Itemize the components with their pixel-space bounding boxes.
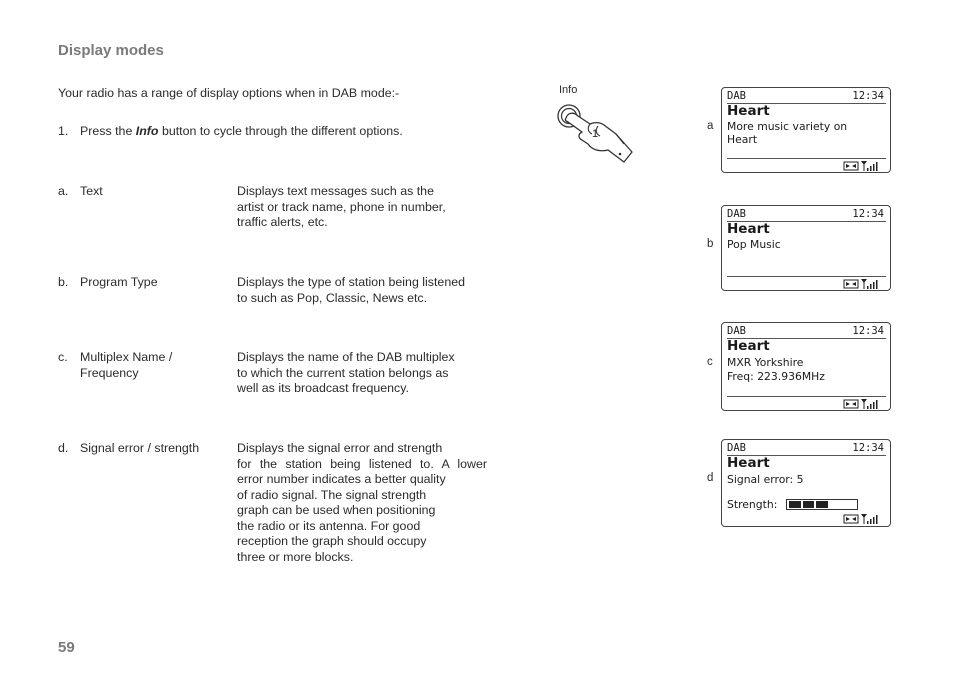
step-text-after: button to cycle through the different options. xyxy=(158,124,403,138)
lcd-text-line: Heart xyxy=(727,133,758,146)
strength-block xyxy=(816,501,828,508)
stereo-icon xyxy=(844,400,858,408)
lcd-top-bar xyxy=(727,207,886,222)
lcd-clock: 12:34 xyxy=(852,442,884,454)
lcd-mode: DAB xyxy=(727,208,746,220)
desc-line: to which the current station belongs as xyxy=(237,365,449,380)
lcd-divider xyxy=(727,396,886,397)
desc-line: graph can be used when positioning xyxy=(237,503,436,517)
info-label: Info xyxy=(559,84,578,96)
lcd-status-icons xyxy=(842,398,886,410)
step-number: 1. xyxy=(58,124,69,138)
lcd-screen-d xyxy=(721,439,891,527)
stereo-icon xyxy=(844,515,858,523)
step-1 xyxy=(58,124,403,140)
step-text-before: Press the xyxy=(80,124,136,138)
item-d-name xyxy=(80,441,230,457)
desc-line: Displays the type of station being listened xyxy=(237,275,465,289)
lcd-top-bar xyxy=(727,441,886,456)
item-b-name xyxy=(80,275,230,291)
desc-line: well as its broadcast frequency. xyxy=(237,381,409,395)
signal-strength-bar xyxy=(786,499,858,510)
item-name-line: Frequency xyxy=(80,365,139,380)
lcd-text-line: More music variety on xyxy=(727,120,848,133)
desc-line: artist or track name, phone in number, xyxy=(237,199,446,214)
signal-antenna-icon xyxy=(861,514,878,524)
step-button-name: Info xyxy=(135,124,159,138)
lcd-top-bar xyxy=(727,89,886,104)
item-b-letter: b. xyxy=(58,275,69,289)
item-d-letter: d. xyxy=(58,441,69,455)
stereo-icon xyxy=(844,162,858,170)
desc-line: traffic alerts, etc. xyxy=(237,215,328,229)
lcd-status-icons xyxy=(842,278,886,290)
lcd-text-line: Freq: 223.936MHz xyxy=(727,370,825,383)
lcd-station-name: Heart xyxy=(727,338,770,354)
desc-line: three or more blocks. xyxy=(237,549,354,564)
lcd-mode: DAB xyxy=(727,442,746,454)
pointing-hand-icon xyxy=(554,98,638,164)
desc-line: to such as Pop, Classic, News etc. xyxy=(237,290,428,305)
desc-line: Displays text messages such as the xyxy=(237,184,434,198)
lcd-text-line: Signal error: 5 xyxy=(727,473,804,486)
desc-line: the radio or its antenna. For good xyxy=(237,518,421,533)
lcd-clock: 12:34 xyxy=(852,208,884,220)
lcd-station-name: Heart xyxy=(727,455,770,471)
item-d-description xyxy=(237,441,487,565)
screen-c-letter: c xyxy=(707,356,713,368)
lcd-status-icons xyxy=(842,513,886,525)
strength-block xyxy=(803,501,815,508)
item-a-name xyxy=(80,184,230,200)
desc-line: of radio signal. The signal strength xyxy=(237,487,427,502)
item-a-letter: a. xyxy=(58,184,69,198)
lcd-station-name: Heart xyxy=(727,103,770,119)
lcd-mode: DAB xyxy=(727,90,746,102)
lcd-clock: 12:34 xyxy=(852,325,884,337)
lcd-top-bar xyxy=(727,324,886,339)
lcd-mode: DAB xyxy=(727,325,746,337)
screen-b-letter: b xyxy=(707,238,714,250)
item-a-description xyxy=(237,184,487,231)
item-name-line: Multiplex Name / xyxy=(80,350,173,364)
item-c-description xyxy=(237,350,487,397)
stereo-icon xyxy=(844,280,858,288)
desc-line: for the station being listened to. A lower xyxy=(237,456,487,471)
signal-antenna-icon xyxy=(861,161,878,171)
item-name-line: Text xyxy=(80,184,103,198)
item-name-line: Program Type xyxy=(80,275,158,289)
lcd-divider xyxy=(727,276,886,277)
lcd-screen-b xyxy=(721,205,891,291)
lcd-station-name: Heart xyxy=(727,221,770,237)
lcd-clock: 12:34 xyxy=(852,90,884,102)
lcd-divider xyxy=(727,158,886,159)
desc-line: Displays the signal error and strength xyxy=(237,441,443,455)
lcd-screen-a xyxy=(721,87,891,173)
screen-a-letter: a xyxy=(707,120,714,132)
signal-antenna-icon xyxy=(861,399,878,409)
lcd-status-icons xyxy=(842,160,886,172)
strength-label: Strength: xyxy=(727,498,778,511)
finger-number: 1 xyxy=(592,128,599,140)
lcd-text-line: Pop Music xyxy=(727,238,781,251)
item-b-description xyxy=(237,275,487,306)
item-c-name xyxy=(80,350,230,381)
page-heading: Display modes xyxy=(58,42,164,59)
desc-line: error number indicates a better quality xyxy=(237,472,446,486)
intro-text: Your radio has a range of display options when in DAB mode:- xyxy=(58,86,400,100)
item-c-letter: c. xyxy=(58,350,68,364)
desc-line: Displays the name of the DAB multiplex xyxy=(237,350,455,364)
lcd-text-line: MXR Yorkshire xyxy=(727,356,804,369)
desc-line: reception the graph should occupy xyxy=(237,534,427,548)
strength-block xyxy=(789,501,801,508)
lcd-screen-c xyxy=(721,322,891,411)
screen-d-letter: d xyxy=(707,472,714,484)
signal-antenna-icon xyxy=(861,279,878,289)
page-number: 59 xyxy=(58,639,75,656)
item-name-line: Signal error / strength xyxy=(80,441,200,455)
